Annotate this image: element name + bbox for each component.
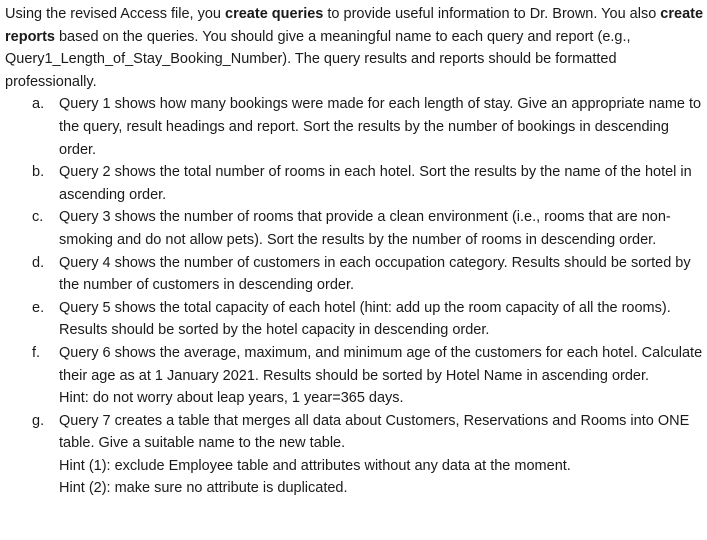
query-description: Query 2 shows the total number of rooms in each hotel. Sort the results by the name of the hotel in ascending order. [59, 164, 692, 203]
hint-text: Hint (2): make sure no attribute is duplicated. [59, 480, 348, 497]
list-marker: g. [32, 412, 45, 429]
query-item-b [5, 161, 705, 206]
list-marker: d. [32, 254, 45, 271]
intro-paragraph [5, 3, 705, 93]
intro-bold-create-queries: create queries [225, 6, 324, 22]
list-marker: b. [32, 164, 45, 181]
query-list [5, 93, 705, 500]
query-description: Query 6 shows the average, maximum, and minimum age of the customers for each hotel. Calculate their age as at 1 January 2021. Results should be sorted by Hotel Name in ascending order. [59, 344, 703, 384]
query-item-d [5, 252, 705, 297]
query-item-a [5, 93, 705, 161]
list-marker: f. [32, 344, 41, 361]
intro-text-3: based on the queries. You should give a meaningful name to each query and report (e.g., Query1_Length_of_Stay_Booking_Number). The query results and reports should be formatted professionally. [5, 28, 631, 90]
query-item-g [5, 410, 705, 500]
hint-text: Hint: do not worry about leap years, 1 year=365 days. [59, 390, 404, 407]
query-item-e [5, 297, 705, 342]
intro-bold-create-reports: create reports [5, 6, 704, 45]
list-marker: e. [32, 299, 45, 316]
query-description: Query 4 shows the number of customers in each occupation category. Results should be sorted by the number of customers in descending order. [59, 254, 691, 294]
query-description: Query 1 shows how many bookings were made for each length of stay. Give an appropriate name to the query, result headings and report. Sort the results by the number of bookings in descending order. [59, 96, 702, 158]
query-description: Query 7 creates a table that merges all data about Customers, Reservations and Rooms into ONE table. Give a suitable name to the new table. [59, 412, 690, 452]
query-item-f [5, 342, 705, 410]
query-description: Query 5 shows the total capacity of each hotel (hint: add up the room capacity of all the rooms). Results should be sorted by the hotel capacity in descending order. [59, 299, 671, 339]
hint-text: Hint (1): exclude Employee table and attributes without any data at the moment. [59, 457, 571, 474]
list-marker: c. [32, 209, 44, 226]
list-marker: a. [32, 96, 45, 113]
intro-text-2: to provide useful information to Dr. Brown. You also [323, 6, 661, 22]
intro-text-1: Using the revised Access file, you [5, 6, 226, 22]
query-item-c [5, 206, 705, 251]
query-description: Query 3 shows the number of rooms that provide a clean environment (i.e., rooms that are non-smoking and do not allow pets). Sort the results by the number of rooms in descending order. [59, 209, 671, 248]
